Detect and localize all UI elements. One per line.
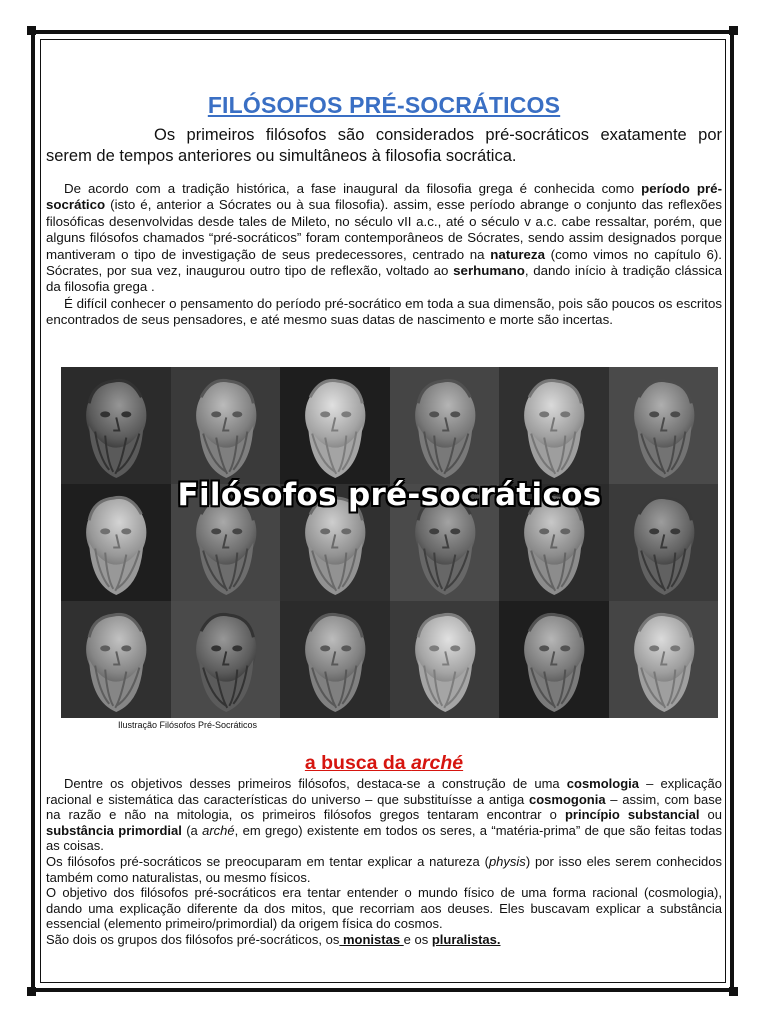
philosopher-bust-16 [390,601,501,718]
paragraph-2: É difícil conhecer o pensamento do período pré-socrático em toda a sua dimensão, pois são poucos os escritos encontrados de seus pensadores, e até mesmo suas datas de nascimento e morte são incertas. [46,295,722,328]
philosopher-bust-13 [61,601,172,718]
section-title-text: a busca da [304,752,412,774]
philosopher-bust-2 [171,367,282,485]
p4-text: ) por isso eles serem conhecidos também como naturalistas, ou mesmo físicos. [46,853,722,885]
p1-text-a: De acordo com a tradição histórica, a fase inaugural da filosofia grega é conhecida como [64,181,642,196]
philosopher-bust-14 [171,601,282,718]
p3-text: – explicação racional e sistemática das características do universo – que substituísse a antiga [46,776,722,807]
paragraph-6 [46,932,722,948]
paragraph-1 [46,181,722,296]
page-content [46,92,722,329]
philosopher-bust-1 [61,367,172,485]
p3-italic-arche: arché [202,822,235,838]
intro-paragraph [46,125,722,167]
corner-ornament [27,26,36,35]
section-title [0,752,768,775]
section-title-italic: arché [411,752,464,774]
corner-ornament [27,987,36,996]
p3-text: Dentre os objetivos desses primeiros filósofos, destaca-se a construção de uma [64,776,567,791]
p1-text-c: (isto é, anterior a Sócrates ou à sua filosofia). assim, esse período abrange o conjunto das reflexões filosóficas desenvolvidas desde tales de Mileto, no século vII a.c., até o século v a.c. cabe ressaltar, porém, que alguns filósofos chamados “pré-socráticos” foram contemporâneos de Sócrates, sendo assim designados porque mantiveram o tipo de investigação de seus predecessores, centrado na [46,197,722,262]
p3-text: (a [181,822,203,838]
lower-content [46,776,722,948]
p4-italic-physis: physis [488,853,526,869]
philosophers-mosaic-image [61,367,718,718]
philosopher-bust-17 [499,601,610,718]
p1-text-e: (como vimos no capítulo 6). Sócrates, por sua vez, inaugurou outro tipo de reflexão, voltado ao [46,246,722,279]
paragraph-5: O objetivo dos filósofos pré-socráticos era tentar entender o mundo físico de uma forma racional (cosmologia), dando uma explicação diferente da dos mitos, que recorriam aos deuses. Eles buscavam explicar a substância essencial (elemento primeiro/primordial) da origem física do cosmos. [46,885,722,932]
p6-bold-monistas: monistas [339,931,404,947]
philosopher-bust-15 [280,601,391,718]
paragraph-4 [46,854,722,885]
intro-text: Os primeiros filósofos são considerados pré-socráticos exatamente por serem de tempos anteriores ou simultâneos à filosofia socrática. [46,126,722,165]
p3-bold-principio: princípio substancial [564,807,700,823]
p4-text: Os filósofos pré-socráticos se preocuparam em tentar explicar a natureza ( [46,853,489,869]
p1-bold-natureza: natureza [490,246,545,262]
p3-bold-cosmogonia: cosmogonia [528,791,606,807]
page-title: FILÓSOFOS PRÉ-SOCRÁTICOS [207,92,561,118]
mosaic-title: Filósofos pré-socráticos [177,477,602,513]
p6-text: e os [403,931,432,947]
p3-text: ou [699,807,722,823]
p3-bold-substancia: substância primordial [46,822,182,838]
philosopher-bust-18 [609,601,719,718]
corner-ornament [729,26,738,35]
philosopher-bust-3 [280,367,391,485]
philosopher-bust-5 [499,367,610,485]
image-caption: Ilustração Filósofos Pré-Socráticos [118,720,258,730]
philosopher-bust-4 [390,367,501,485]
corner-ornament [729,987,738,996]
philosopher-bust-6 [609,367,719,485]
p3-text: – assim, com base na razão e não na mitologia, os primeiros filósofos gregos tentaram encontrar o [46,791,722,823]
p1-bold-serhumano: serhumano [453,263,525,279]
p3-bold-cosmologia: cosmologia [566,776,640,791]
p6-bold-pluralistas: pluralistas. [431,931,501,947]
p1-bold-periodo: período pré-socrático [46,181,722,213]
p6-text: São dois os grupos dos filósofos pré-socráticos, os [46,931,340,947]
paragraph-3 [46,776,722,854]
p3-text: , em grego) existente em todos os seres, a “matéria-prima” de que são feitas todas as coisas. [46,822,722,854]
p1-text-g: , dando início à tradição clássica da filosofia grega . [46,263,722,295]
